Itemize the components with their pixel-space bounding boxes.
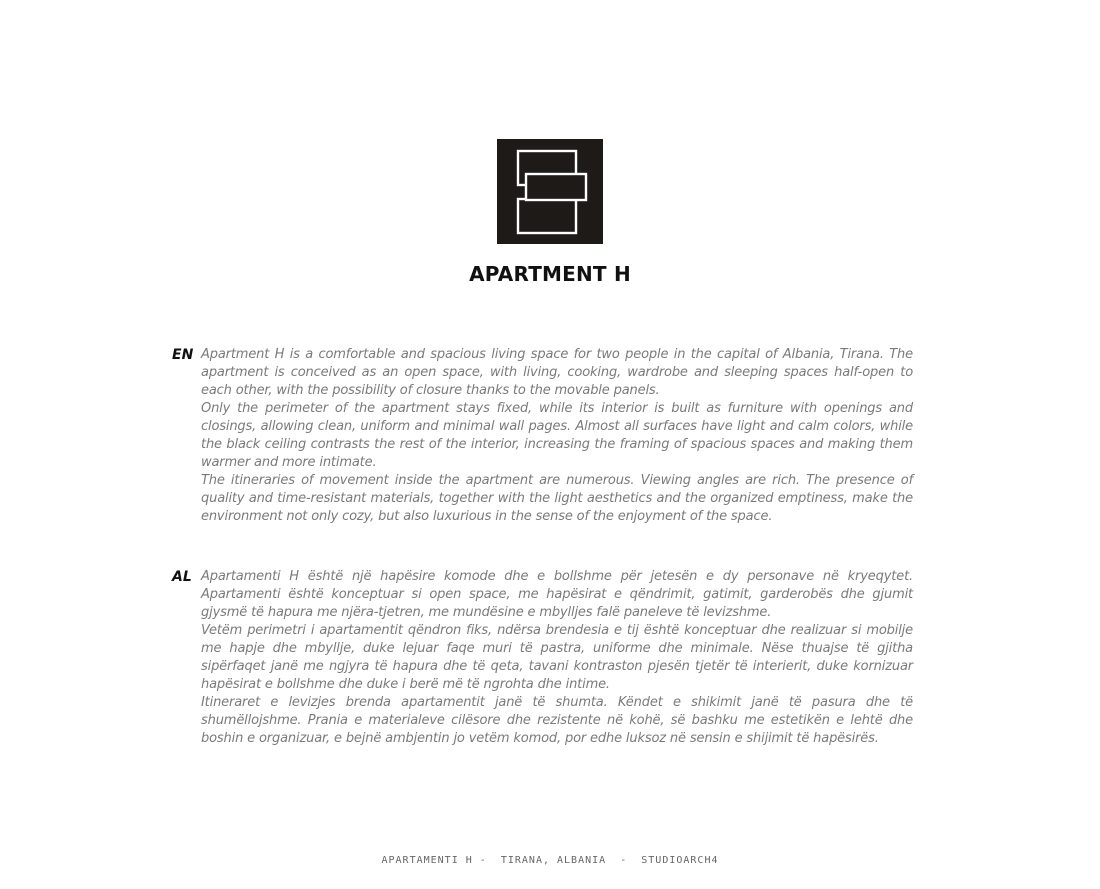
language-code-en: EN — [172, 347, 194, 363]
paragraph: Vetëm perimetri i apartamentit qëndron fiks, ndërsa brendesia e tij është konceptuar dhe realizuar si mobilje me hapje dhe mbyllje, duke lejuar faqe muri të pastra, uniforme dhe minimale. Nëse thuajse të gjitha sipërfaqet janë me ngjyra të hapura dhe të qeta, tavani kontraston pjesën tjetër të interierit, duke kornizuar hapësirat e bollshme dhe duke i berë më të ngrohta dhe intime. — [201, 623, 913, 692]
description-text-en — [201, 346, 913, 526]
page-footer: APARTAMENTI H - TIRANA, ALBANIA - STUDIOARCH4 — [381, 855, 719, 866]
project-logo — [497, 139, 603, 244]
paragraph: Itineraret e levizjes brenda apartamentit janë të shumta. Këndet e shikimit janë të pasura dhe të shumëllojshme. Prania e materialeve cilësore dhe rezistente në kohë, së bashku me estetikën e lehtë dhe boshin e organizuar, e bejnë ambjentin jo vetëm komod, por edhe luksoz në sensin e shijimit të hapësirës. — [201, 695, 913, 746]
stacked-frames-logo-icon — [497, 139, 603, 244]
english-description — [172, 346, 913, 526]
description-text-al — [201, 568, 913, 748]
paragraph: Apartamenti H është një hapësire komode dhe e bollshme për jetesën e dy personave në kryeqytet. Apartamenti është konceptuar si open space, me hapësirat e qëndrimit, gatimit, garderobës dhe gjumit gjysmë të hapura me njëra-tjetren, me mundësine e mbylljes falë paneleve të levizshme. — [201, 569, 913, 620]
paragraph: The itineraries of movement inside the apartment are numerous. Viewing angles are rich. The presence of quality and time-resistant materials, together with the light aesthetics and the organized emptiness, make the environment not only cozy, but also luxurious in the sense of the enjoyment of the space. — [201, 473, 913, 524]
paragraph: Apartment H is a comfortable and spacious living space for two people in the capital of Albania, Tirana. The apartment is conceived as an open space, with living, cooking, wardrobe and sleeping spaces half-open to each other, with the possibility of closure thanks to the movable panels. — [201, 347, 913, 398]
page-title: APARTMENT H — [469, 262, 631, 286]
paragraph: Only the perimeter of the apartment stays fixed, while its interior is built as furniture with openings and closings, allowing clean, uniform and minimal wall pages. Almost all surfaces have light and calm colors, while the black ceiling contrasts the rest of the interior, increasing the framing of spacious spaces and making them warmer and more intimate. — [201, 401, 913, 470]
albanian-description — [172, 568, 913, 748]
language-code-al: AL — [172, 569, 192, 585]
